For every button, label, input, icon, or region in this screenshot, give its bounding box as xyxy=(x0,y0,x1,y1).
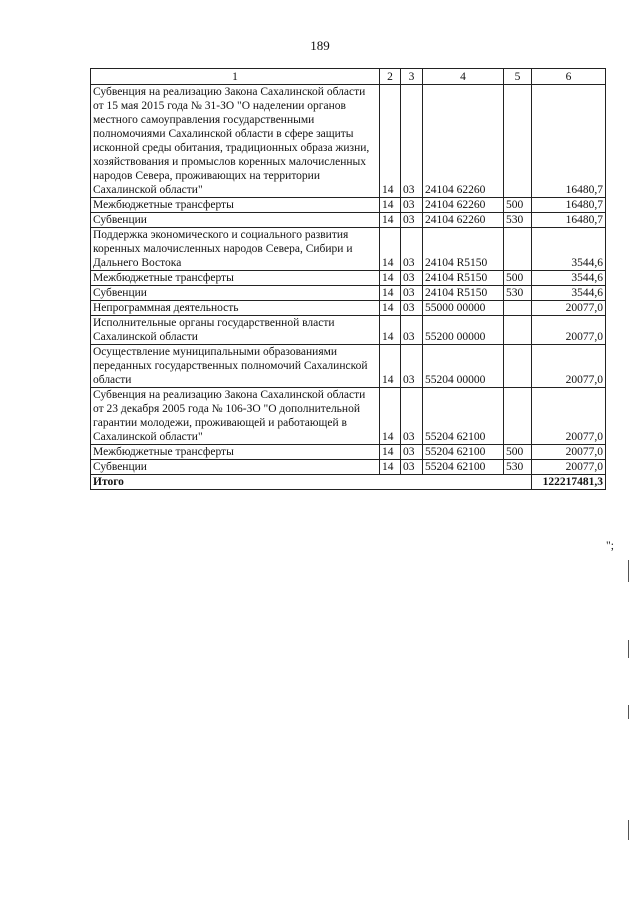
scan-edge-mark xyxy=(628,820,629,840)
row-sum: 16480,7 xyxy=(532,198,606,213)
row-subsection: 03 xyxy=(401,445,423,460)
row-target-code: 24104 R5150 xyxy=(423,228,504,271)
scan-edge-mark xyxy=(628,560,629,582)
column-header: 1 xyxy=(91,69,380,85)
row-expense-type: 500 xyxy=(504,271,532,286)
row-section: 14 xyxy=(380,271,401,286)
row-subsection: 03 xyxy=(401,198,423,213)
row-sum: 3544,6 xyxy=(532,271,606,286)
row-name: Субвенции xyxy=(91,213,380,228)
row-target-code: 55204 62100 xyxy=(423,460,504,475)
row-section: 14 xyxy=(380,228,401,271)
row-subsection: 03 xyxy=(401,271,423,286)
row-target-code: 55204 00000 xyxy=(423,345,504,388)
table-row xyxy=(91,301,606,316)
row-target-code: 24104 R5150 xyxy=(423,271,504,286)
row-target-code: 55200 00000 xyxy=(423,316,504,345)
row-expense-type xyxy=(504,228,532,271)
column-header: 2 xyxy=(380,69,401,85)
row-expense-type: 530 xyxy=(504,213,532,228)
table-row xyxy=(91,85,606,198)
row-section: 14 xyxy=(380,388,401,445)
row-target-code: 24104 R5150 xyxy=(423,286,504,301)
row-name: Непрограммная деятельность xyxy=(91,301,380,316)
row-subsection: 03 xyxy=(401,85,423,198)
table-row xyxy=(91,228,606,271)
closing-quote-mark: "; xyxy=(606,540,614,552)
row-name: Субвенция на реализацию Закона Сахалинской области от 15 мая 2015 года № 31-ЗО "О наделении органов местного самоуправления государственными полномочиями Сахалинской области в сфере защиты исконной среды обитания, традиционных образа жизни, хозяйствования и промыслов коренных малочисленных народов Севера, проживающих на территории Сахалинской области" xyxy=(91,85,380,198)
total-sum: 122217481,3 xyxy=(532,475,606,490)
row-expense-type xyxy=(504,345,532,388)
row-expense-type: 530 xyxy=(504,286,532,301)
row-section: 14 xyxy=(380,345,401,388)
row-sum: 3544,6 xyxy=(532,228,606,271)
row-sum: 20077,0 xyxy=(532,316,606,345)
row-target-code: 24104 62260 xyxy=(423,85,504,198)
column-header: 4 xyxy=(423,69,504,85)
row-target-code: 24104 62260 xyxy=(423,213,504,228)
table-row xyxy=(91,345,606,388)
row-section: 14 xyxy=(380,460,401,475)
row-subsection: 03 xyxy=(401,286,423,301)
table-row xyxy=(91,388,606,445)
row-section: 14 xyxy=(380,198,401,213)
row-target-code: 55000 00000 xyxy=(423,301,504,316)
row-sum: 16480,7 xyxy=(532,213,606,228)
row-expense-type xyxy=(504,301,532,316)
total-label: Итого xyxy=(91,475,532,490)
row-name: Субвенции xyxy=(91,460,380,475)
budget-table xyxy=(90,68,606,490)
row-sum: 20077,0 xyxy=(532,301,606,316)
row-name: Субвенция на реализацию Закона Сахалинской области от 23 декабря 2005 года № 106-ЗО "О дополнительной гарантии молодежи, проживающей и работающей в Сахалинской области" xyxy=(91,388,380,445)
row-expense-type xyxy=(504,85,532,198)
row-subsection: 03 xyxy=(401,460,423,475)
row-name: Межбюджетные трансферты xyxy=(91,198,380,213)
row-name: Осуществление муниципальными образованиями переданных государственных полномочий Сахалинской области xyxy=(91,345,380,388)
table-header-row xyxy=(91,69,606,85)
row-target-code: 24104 62260 xyxy=(423,198,504,213)
row-sum: 16480,7 xyxy=(532,85,606,198)
row-section: 14 xyxy=(380,286,401,301)
row-name: Межбюджетные трансферты xyxy=(91,271,380,286)
row-subsection: 03 xyxy=(401,316,423,345)
row-expense-type xyxy=(504,316,532,345)
total-row xyxy=(91,475,606,490)
scan-edge-mark xyxy=(628,705,629,719)
row-expense-type: 530 xyxy=(504,460,532,475)
row-target-code: 55204 62100 xyxy=(423,445,504,460)
column-header: 6 xyxy=(532,69,606,85)
row-name: Поддержка экономического и социального развития коренных малочисленных народов Севера, Сибири и Дальнего Востока xyxy=(91,228,380,271)
row-expense-type: 500 xyxy=(504,445,532,460)
row-section: 14 xyxy=(380,85,401,198)
row-section: 14 xyxy=(380,316,401,345)
row-expense-type xyxy=(504,388,532,445)
row-section: 14 xyxy=(380,301,401,316)
row-name: Межбюджетные трансферты xyxy=(91,445,380,460)
column-header: 3 xyxy=(401,69,423,85)
table-row xyxy=(91,316,606,345)
row-sum: 3544,6 xyxy=(532,286,606,301)
table-row xyxy=(91,271,606,286)
row-sum: 20077,0 xyxy=(532,345,606,388)
row-sum: 20077,0 xyxy=(532,445,606,460)
page-number: 189 xyxy=(310,38,330,53)
row-subsection: 03 xyxy=(401,388,423,445)
row-sum: 20077,0 xyxy=(532,460,606,475)
row-subsection: 03 xyxy=(401,301,423,316)
table-row xyxy=(91,198,606,213)
table-row xyxy=(91,286,606,301)
row-subsection: 03 xyxy=(401,228,423,271)
row-target-code: 55204 62100 xyxy=(423,388,504,445)
row-name: Исполнительные органы государственной власти Сахалинской области xyxy=(91,316,380,345)
row-subsection: 03 xyxy=(401,345,423,388)
row-section: 14 xyxy=(380,213,401,228)
table-row xyxy=(91,460,606,475)
row-section: 14 xyxy=(380,445,401,460)
column-header: 5 xyxy=(504,69,532,85)
table-row xyxy=(91,213,606,228)
row-sum: 20077,0 xyxy=(532,388,606,445)
row-expense-type: 500 xyxy=(504,198,532,213)
row-subsection: 03 xyxy=(401,213,423,228)
scan-edge-mark xyxy=(628,640,629,658)
row-name: Субвенции xyxy=(91,286,380,301)
table-row xyxy=(91,445,606,460)
